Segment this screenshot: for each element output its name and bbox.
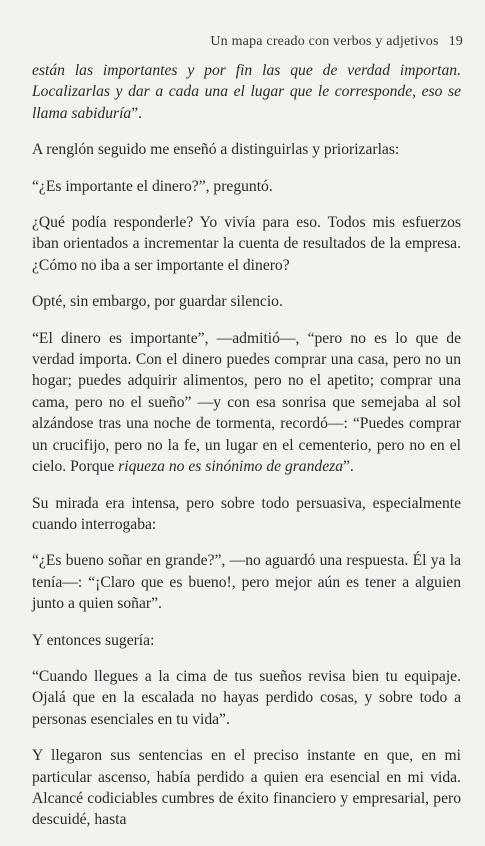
paragraph: ¿Qué podía responderle? Yo vivía para eso. Todos mis esfuerzos iban orientados a incrementar la cuenta de resultados de la empresa. ¿Cómo no iba a ser importante el dinero? (32, 214, 461, 274)
italic-phrase: riqueza no es sinónimo de grandeza (118, 458, 343, 476)
paragraph: A renglón seguido me enseñó a distinguirlas y priorizarlas: (32, 141, 400, 159)
paragraph: Opté, sin embargo, por guardar silencio. (32, 293, 283, 311)
page-number: 19 (448, 34, 463, 49)
running-header (210, 34, 463, 50)
paragraph: Su mirada era intensa, pero sobre todo persuasiva, especialmente cuando interrogaba: (32, 494, 461, 533)
quote-end: ”. (343, 458, 354, 476)
paragraph-text: “El dinero es importante”, —admitió—, “pero no es lo que de verdad importa. Con el dinero puedes comprar una casa, pero no un hogar; puedes adquirir alimentos, pero no el apetito; comprar una cama, pero no el sueño” —y con esa sonrisa que semejaba al sol alzándose tras una noche de tormenta, recordó—: “Puedes comprar un crucifijo, pero no la fe, un lugar en el cementerio, pero no en el cielo. Porque (32, 329, 461, 476)
paragraph: “¿Es importante el dinero?”, preguntó. (32, 177, 273, 195)
paragraph (32, 60, 461, 124)
italic-quote: están las importantes y por fin las que de verdad importan. Localizarlas y dar a cada una el lugar que le corresponde, eso se llama sabiduría (32, 62, 461, 122)
paragraph: “Cuando llegues a la cima de tus sueños revisa bien tu equipaje. Ojalá que en la escalada no hayas perdido cosas, y sobre todo a personas esenciales en tu vida”. (32, 667, 461, 728)
paragraph: “¿Es bueno soñar en grande?”, —no aguardó una respuesta. Él ya la tenía—: “¡Claro que es bueno!, pero mejor aún es tener a alguien junto a quien soñar”. (32, 552, 461, 613)
paragraph: Y llegaron sus sentencias en el preciso instante en que, en mi particular ascenso, había perdido a quien era esencial en mi vida. Alcancé codiciables cumbres de éxito financiero y empresarial, pero descuidé, hasta (32, 747, 461, 829)
quote-end: ”. (131, 104, 143, 122)
body-text (32, 60, 461, 846)
running-title: Un mapa creado con verbos y adjetivos (210, 34, 439, 49)
paragraph (32, 328, 461, 478)
paragraph: Y entonces sugería: (32, 631, 155, 649)
